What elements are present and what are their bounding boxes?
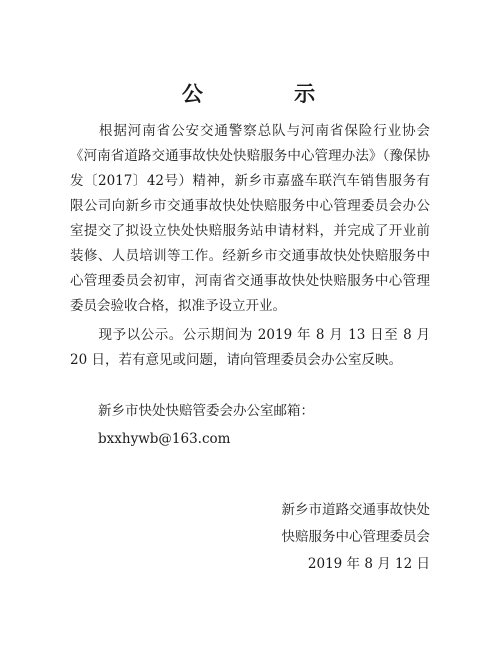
signature-line-2: 快赔服务中心管理委员会 (281, 529, 430, 545)
body-paragraph-1 (70, 119, 430, 319)
signature-line-1: 新乡市道路交通事故快处 (281, 502, 430, 518)
document-title: 公 示 (181, 81, 358, 106)
mailbox-address: bxxhywb@163.com (98, 431, 231, 447)
body-paragraph-1-text: 根据河南省公安交通警察总队与河南省保险行业协会《河南省道路交通事故快处快赔服务中心管理办法》（豫保协发〔2017〕42号）精神，新乡市嘉盛车联汽车销售服务有限公司向新乡市交通事故快处快赔服务中心管理委员会办公室提交了拟设立快处快赔服务站申请材料，并完成了开业前装修、人员培训等工作。经新乡市交通事故快处快赔服务中心管理委员会初审，河南省交通事故快处快赔服务中心管理委员会验收合格，拟准予设立开业。 (70, 123, 430, 314)
mailbox-label: 新乡市快处快赔管委会办公室邮箱： (98, 403, 314, 419)
body-paragraph-2-text: 现予以公示。公示期间为 2019 年 8 月 13 日至 8 月 20 日，若有意见或问题，请向管理委员会办公室反映。 (70, 327, 430, 368)
signature-date: 2019 年 8 月 12 日 (307, 556, 430, 572)
body-paragraph-2 (70, 323, 430, 373)
